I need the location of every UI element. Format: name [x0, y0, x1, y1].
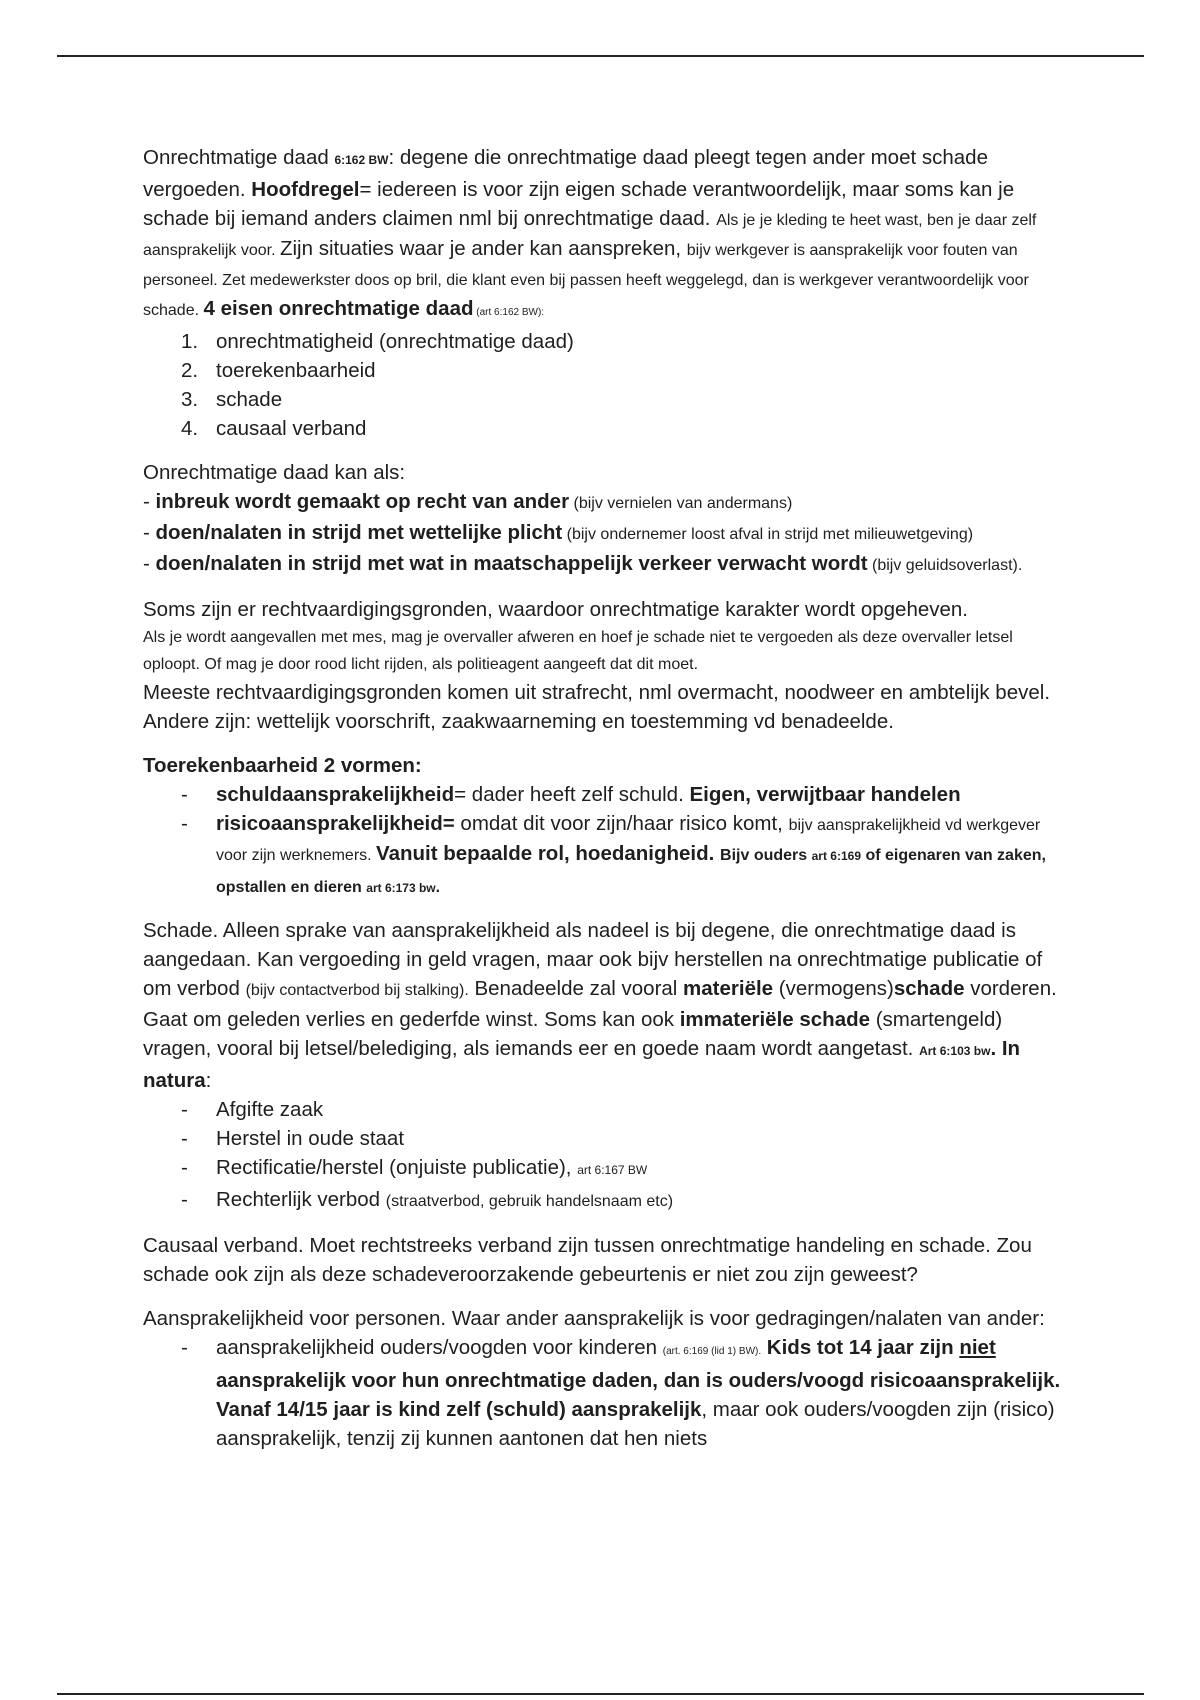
paragraph-rechtvaardiging — [143, 595, 1063, 736]
text: Onrechtmatige daad kan als: — [143, 461, 406, 484]
list-number: 3. — [181, 388, 199, 411]
list-text: Rechterlijk verbod — [216, 1188, 386, 1211]
list-item — [143, 809, 1063, 903]
list-number: 2. — [181, 359, 199, 382]
list-number: 1. — [181, 330, 199, 353]
text: = iedereen is voor zijn eigen schade verantwoordelijk, maar soms kan je schade bij iemand anders claimen nml bij onrechtmatige daad. — [143, 178, 1015, 230]
eisen-list — [143, 327, 1063, 443]
small-bold: Bijv ouders — [720, 847, 812, 864]
bold-term: Kids tot 14 jaar zijn — [761, 1336, 960, 1359]
bold-term: immateriële schade — [679, 1008, 871, 1031]
dash: - — [181, 783, 188, 806]
list-item — [143, 1095, 1063, 1124]
spacer — [143, 736, 1063, 751]
dash: - — [181, 1156, 188, 1179]
small-text: (straatverbod, gebruik handelsnaam etc) — [385, 1193, 674, 1210]
list-text: causaal verband — [216, 417, 367, 440]
list-item — [143, 1185, 1063, 1216]
list-text: Afgifte zaak — [216, 1098, 324, 1121]
article-ref: art 6:173 bw — [366, 881, 436, 895]
article-ref: 6:162 BW — [334, 153, 389, 167]
dash: - — [143, 521, 156, 544]
list-item — [143, 356, 1063, 385]
list-item — [143, 1153, 1063, 1185]
spacer — [143, 580, 1063, 595]
dash: - — [181, 1098, 188, 1121]
small-text: bijv werkgever is aansprakelijk voor fouten van personeel. Zet medewerkster doos op bril, die klant even bij passen heeft weggelegd, dan is werkgever verantwoordelijk voor schade. — [143, 242, 1029, 319]
toerekenbaarheid-list — [143, 780, 1063, 903]
list-text: schade — [216, 388, 283, 411]
bold-term: schade — [893, 977, 965, 1000]
small-text: (bijv ondernemer loost afval in strijd met milieuwetgeving) — [562, 526, 974, 543]
text: Zijn situaties waar je ander kan aanspreken, — [279, 237, 687, 260]
bold-term: Hoofdregel — [251, 178, 360, 201]
text: omdat dit voor zijn/haar risico komt, — [454, 812, 789, 835]
dash: - — [181, 1188, 188, 1211]
document-body — [143, 143, 1063, 1453]
paragraph-personen — [143, 1304, 1063, 1453]
bold-term: doen/nalaten in strijd met wat in maatschappelijk verkeer verwacht wordt — [155, 552, 868, 575]
text: Soms zijn er rechtvaardigingsgronden, waardoor onrechtmatige karakter wordt opgeheven. — [143, 598, 969, 621]
spacer — [143, 443, 1063, 458]
dash: - — [181, 812, 188, 835]
text: Meeste rechtvaardigingsgronden komen uit strafrecht, nml overmacht, noodweer en ambtelijk bevel. Andere zijn: wettelijk voorschrift, zaakwaarneming en toestemming vd benadeelde. — [143, 681, 1051, 733]
dash-line — [143, 518, 1063, 549]
list-text: onrechtmatigheid (onrechtmatige daad) — [216, 330, 574, 353]
text: (vermogens) — [773, 977, 894, 1000]
article-ref: art 6:169 — [811, 849, 861, 863]
bold-term: risicoaansprakelijkheid= — [216, 812, 455, 835]
list-text: toerekenbaarheid — [216, 359, 376, 382]
dash-line — [143, 549, 1063, 580]
small-text: (bijv contactverbod bij stalking). — [245, 982, 469, 999]
bold-term: . In natura — [143, 1037, 1021, 1092]
list-item — [143, 1333, 1063, 1453]
paragraph-schade — [143, 916, 1063, 1216]
paragraph-onrechtmatig — [143, 458, 1063, 580]
list-item — [143, 780, 1063, 809]
small-text: (bijv geluidsoverlast). — [867, 557, 1023, 574]
text: vorderen. Gaat om geleden verlies en gederfde winst. Soms kan ook — [143, 977, 1057, 1031]
natura-list — [143, 1095, 1063, 1216]
small-bold: of eigenaren van zaken, opstallen en dieren — [216, 847, 1046, 896]
underlined-term: niet — [959, 1336, 996, 1359]
list-item — [143, 327, 1063, 356]
bold-term: 4 eisen onrechtmatige daad — [203, 297, 474, 320]
bold-term: Eigen, verwijtbaar handelen — [689, 783, 961, 806]
text: , maar ook ouders/voogden zijn (risico) aansprakelijk, tenzij zij kunnen aantonen dat hen niets — [216, 1398, 1055, 1450]
article-ref: art 6:167 BW — [577, 1163, 648, 1177]
dash: - — [181, 1127, 188, 1150]
small-text: Als je je kleding te heet wast, ben je daar zelf aansprakelijk voor. — [143, 212, 1037, 259]
personen-list — [143, 1333, 1063, 1453]
list-item — [143, 385, 1063, 414]
footer-rule — [57, 1693, 1144, 1695]
spacer — [143, 1216, 1063, 1231]
text: Benadeelde zal vooral — [468, 977, 684, 1000]
article-ref: (art 6:162 BW): — [473, 307, 545, 318]
paragraph-causaal: Causaal verband. Moet rechtstreeks verband zijn tussen onrechtmatige handeling en schade. Zou schade ook zijn als deze schadeveroorzakende gebeurtenis er niet zou zijn geweest? — [143, 1234, 1032, 1286]
bold-term: materiële — [683, 977, 774, 1000]
small-text: bijv aansprakelijkheid vd werkgever voor zijn werknemers. — [216, 817, 1041, 864]
text: : degene die onrechtmatige daad pleegt tegen ander moet schade vergoeden. — [143, 146, 988, 201]
text: : — [205, 1069, 212, 1092]
list-number: 4. — [181, 417, 199, 440]
text: (smartengeld) vragen, vooral bij letsel/belediging, als iemands eer en goede naam wordt aangetast. — [143, 1008, 1003, 1060]
bold-term: Vanuit bepaalde rol, hoedanigheid. — [376, 842, 721, 865]
text: Aansprakelijkheid voor personen. Waar ander aansprakelijk is voor gedragingen/nalaten van ander: — [143, 1307, 1045, 1330]
list-item — [143, 1124, 1063, 1153]
text: aansprakelijkheid ouders/voogden voor kinderen — [216, 1336, 663, 1359]
text: = dader heeft zelf schuld. — [454, 783, 690, 806]
text: Onrechtmatige daad — [143, 146, 335, 169]
small-bold: . — [435, 879, 441, 896]
text: Schade. Alleen sprake van aansprakelijkheid als nadeel is bij degene, die onrechtmatige daad is aangedaan. Kan vergoeding in geld vragen, maar ook bijv herstellen na onrechtmatige publicatie of om verbod — [143, 919, 1043, 1000]
dash: - — [181, 1336, 188, 1359]
bold-term: aansprakelijk voor hun onrechtmatige daden, dan is ouders/voogd risicoaansprakelijk. Vanaf 14/15 jaar is kind zelf (schuld) aansprakelijk — [216, 1369, 1061, 1421]
spacer — [143, 903, 1063, 916]
article-ref: Art 6:103 bw — [919, 1044, 991, 1058]
bold-term: doen/nalaten in strijd met wettelijke plicht — [155, 521, 563, 544]
dash: - — [143, 552, 156, 575]
small-text: (bijv vernielen van andermans) — [569, 495, 793, 512]
bold-term: schuldaansprakelijkheid — [216, 783, 455, 806]
bold-term: inbreuk wordt gemaakt op recht van ander — [155, 490, 570, 513]
list-text: Rectificatie/herstel (onjuiste publicatie), — [216, 1156, 578, 1179]
dash-line — [143, 487, 1063, 518]
list-text: Herstel in oude staat — [216, 1127, 405, 1150]
header-rule — [57, 55, 1144, 57]
section-heading: Toerekenbaarheid 2 vormen: — [143, 754, 422, 777]
paragraph-toerekenbaarheid — [143, 751, 1063, 903]
dash: - — [143, 490, 156, 513]
article-ref: (art. 6:169 (lid 1) BW). — [662, 1346, 762, 1357]
list-item — [143, 414, 1063, 443]
paragraph-intro — [143, 143, 1063, 327]
spacer — [143, 1289, 1063, 1304]
small-text: Als je wordt aangevallen met mes, mag je overvaller afweren en hoef je schade niet te vergoeden als deze overvaller letsel oploopt. Of mag je door rood licht rijden, als politieagent aangeeft dat dit moet. — [143, 629, 1013, 673]
